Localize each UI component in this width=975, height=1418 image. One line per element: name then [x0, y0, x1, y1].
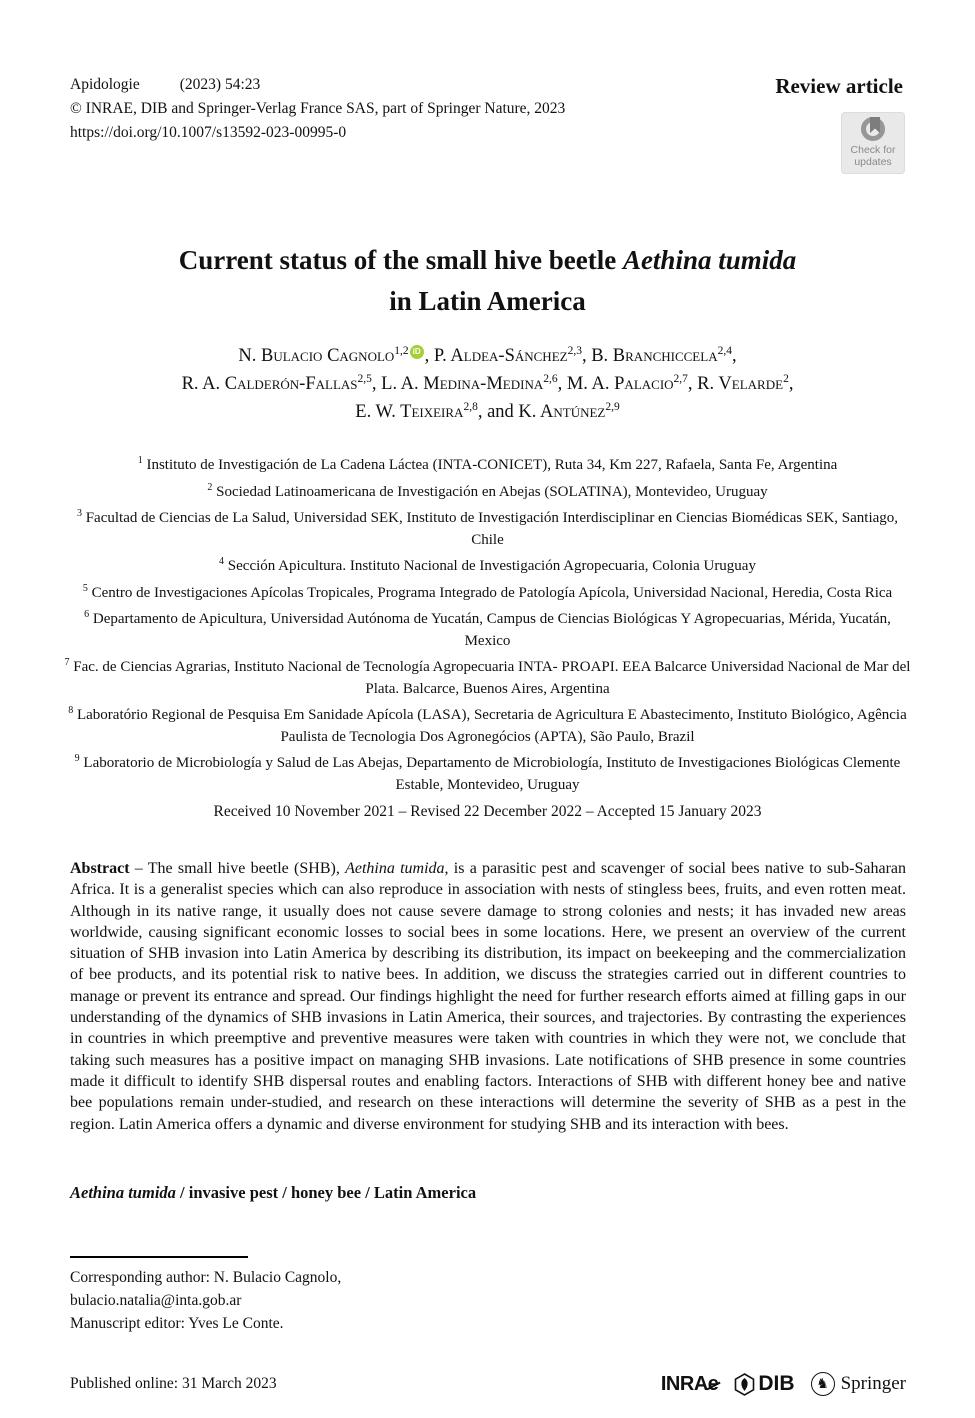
published-online-line: Published online: 31 March 2023 — [70, 1375, 277, 1392]
journal-header — [70, 73, 565, 145]
affiliation-item: $^7$ Fac. de Ciencias Agrarias, Instituto Nacional de Tecnología Agropecuaria INTA- PROAPI. EEA Balcarce Universidad Nacional de Mar del Plata. Balcarce, Buenos Aires, Argentina — [64, 657, 911, 697]
springer-logo: ♞ Springer — [811, 1372, 906, 1396]
author-affil-sup: 2,8 — [463, 400, 478, 413]
dib-logo: DIB — [734, 1372, 794, 1396]
author-affil-sup: 1,2 — [394, 344, 409, 357]
author-line-3: E. W. Teixeira$^{2,8}$, and K. Antúnez$^{2,9}$ — [355, 400, 620, 422]
check-for-updates-label: Check for updates — [850, 144, 896, 168]
corresponding-author-email[interactable]: bulacio.natalia@inta.gob.ar — [70, 1292, 242, 1309]
article-history-line: Received 10 November 2021 – Revised 22 December 2022 – Accepted 15 January 2023 — [213, 803, 762, 820]
springer-knight-icon: ♞ — [811, 1372, 835, 1396]
author-affil-sup: 2,5 — [357, 372, 372, 385]
doi-link[interactable]: https://doi.org/10.1007/s13592-023-00995-0 — [70, 124, 347, 141]
author-name: B. Branchiccela — [591, 346, 718, 366]
affiliation-item: $^9$ Laboratorio de Microbiología y Salud de Las Abejas, Departamento de Microbiología, Instituto de Investigaciones Biológicas Clemente Estable, Montevideo, Uruguay — [74, 753, 901, 793]
crossmark-icon — [855, 116, 891, 144]
correspondence-block — [70, 1266, 570, 1335]
journal-issue: (2023) 54:23 — [179, 76, 261, 93]
author-name: N. Bulacio Cagnolo — [238, 346, 395, 366]
author-affil-sup: 2,9 — [605, 400, 620, 413]
affiliation-item: $^3$ Facultad de Ciencias de La Salud, Universidad SEK, Instituto de Investigación Interdisciplinar en Ciencias Biomédicas SEK, Santiago, Chile — [76, 508, 899, 548]
publisher-logos — [661, 1372, 906, 1396]
author-list — [35, 342, 940, 426]
copyright-line: © INRAE, DIB and Springer-Verlag France SAS, part of Springer Nature, 2023 — [70, 100, 566, 117]
title-species-italic: Aethina tumida — [622, 245, 797, 275]
author-name: P. Aldea-Sánchez — [433, 346, 568, 366]
affiliation-item: $^5$ Centro de Investigaciones Apícolas Tropicales, Programa Integrado de Patología Apícola, Universidad Nacional, Heredia, Costa Rica — [82, 582, 893, 601]
author-name: K. Antúnez — [518, 402, 606, 422]
author-name: M. A. Palacio — [566, 374, 674, 394]
affiliation-item: $^4$ Sección Apicultura. Instituto Nacional de Investigación Agropecuaria, Colonia Uruguay — [219, 556, 756, 574]
article-type-label: Review article — [775, 74, 903, 98]
corresponding-author-line: Corresponding author: N. Bulacio Cagnolo, — [70, 1269, 342, 1286]
affiliation-list — [60, 450, 915, 796]
author-name: R. A. Calderón-Fallas — [181, 374, 358, 394]
author-affil-sup: 2,3 — [567, 344, 582, 357]
article-type-block — [775, 74, 903, 99]
abstract-paragraph: Abstract – The small hive beetle (SHB), Aethina tumida, is a parasitic pest and scavenger of social bees native to sub-Saharan Africa. It is a generalist species which can also reproduce in association with nests of stingless bees, fruits, and even rotten meat. Although in its native range, it usually does not cause severe damage to strong colonies and nests; it has invaded new areas worldwide, causing significant economic losses to social bees in some locations. Here, we present an overview of the current situation of SHB invasion into Latin America by describing its distribution, its impact on beekeeping and the commercialization of bee products, and its potential risk to native bees. In addition, we discuss the strategies carried out in different countries to manage or prevent its entrance and spread. Our findings highlight the need for further research efforts aimed at filling gaps in our understanding of the dynamics of SHB invasions in Latin America, their sources, and trajectories. By contrasting the experiences in countries in which preemptive and preventive measures were taken with countries in which they were not, we conclude that taking such measures has a positive impact on managing SHB invasions. Late notifications of SHB presence in some countries made it difficult to identify SHB dispersal routes and enabling factors. Interactions of SHB with different honey bee and native bee populations remain under-studied, and research on these interactions will determine the severity of SHB as a pest in the region. Latin America offers a dynamic and diverse environment for studying SHB and its interaction with bees. — [70, 860, 907, 1133]
affiliation-item: $^8$ Laboratório Regional de Pesquisa Em Sanidade Apícola (LASA), Secretaria de Agricultura E Abastecimento, Instituto Biológico, Agência Paulista de Tecnologia Dos Agronegócios (APTA), São Paulo, Brazil — [68, 705, 907, 745]
author-affil-sup: 2,6 — [543, 372, 558, 385]
author-name: R. Velarde — [697, 374, 784, 394]
check-for-updates-button[interactable] — [841, 112, 905, 174]
affiliation-item: $^2$ Sociedad Latinoamericana de Investigación en Abejas (SOLATINA), Montevideo, Uruguay — [207, 481, 768, 500]
manuscript-editor-line: Manuscript editor: Yves Le Conte. — [70, 1315, 284, 1332]
journal-name: Apidologie — [70, 76, 140, 93]
journal-citation-line — [70, 73, 565, 97]
author-line-1: N. Bulacio Cagnolo$^{1,2}$ iD , P. Aldea-Sánchez$^{2,3}$, B. Branchiccela$^{2,4}$, — [238, 344, 737, 366]
abstract-species-italic: Aethina tumida — [345, 860, 445, 877]
footnote-divider — [70, 1256, 248, 1258]
abstract-label: Abstract — [70, 860, 130, 877]
author-name: E. W. Teixeira — [355, 402, 464, 422]
page-footer — [70, 1372, 906, 1396]
page-title: Current status of the small hive beetle Aethina tumida in Latin America — [178, 245, 797, 316]
author-affil-sup: 2 — [783, 372, 789, 385]
author-name: L. A. Medina-Medina — [381, 374, 544, 394]
author-affil-sup: 2,7 — [673, 372, 688, 385]
affiliation-item: $^6$ Departamento de Apicultura, Universidad Autónoma de Yucatán, Campus de Ciencias Biológicas Y Agropecuarias, Mérida, Yucatán, Mexico — [84, 609, 891, 649]
inrae-logo: INRA e — [660, 1372, 719, 1395]
affiliation-item: $^1$ Instituto de Investigación de La Cadena Láctea (INTA-CONICET), Ruta 34, Km 227, Rafaela, Santa Fe, Argentina — [137, 455, 838, 473]
author-line-2: R. A. Calderón-Fallas$^{2,5}$, L. A. Medina-Medina$^{2,6}$, M. A. Palacio$^{2,7}$, R. Velarde$^2$, — [181, 372, 794, 394]
dib-hexagon-icon — [734, 1373, 755, 1396]
keyword-species-italic: Aethina tumida — [70, 1183, 176, 1202]
keywords-line: Aethina tumida / invasive pest / honey bee / Latin America — [70, 1183, 477, 1202]
orcid-icon[interactable]: iD — [410, 345, 424, 359]
author-affil-sup: 2,4 — [717, 344, 732, 357]
